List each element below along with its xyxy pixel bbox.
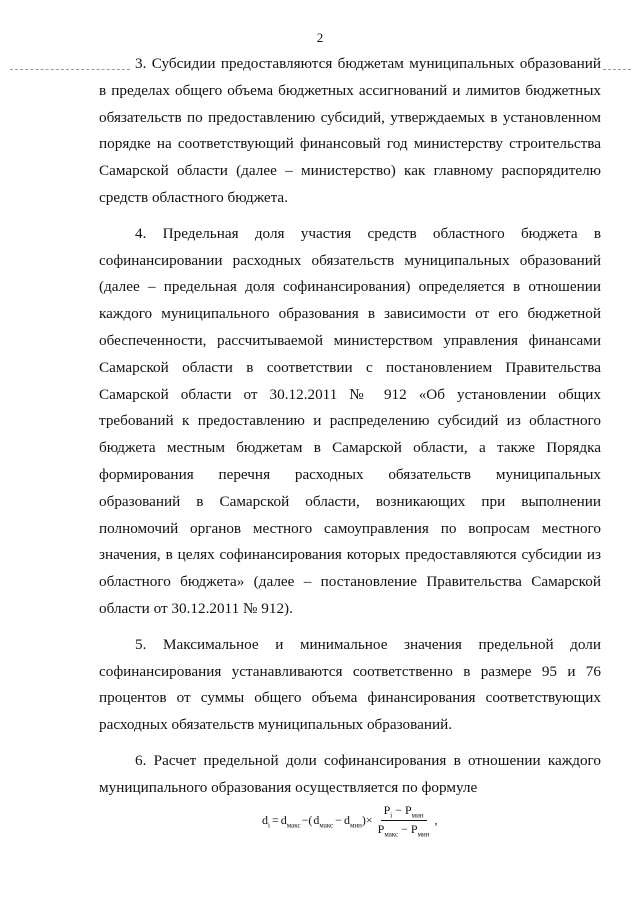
paragraph-6: 6. Расчет предельной доли софинансирования в отношении каждого муниципального образования осуществляется по формуле [99, 751, 601, 796]
formula-close-times: )× [361, 813, 373, 828]
paragraph-5: 5. Максимальное и минимальное значения предельной доли софинансирования устанавливаются соответственно в размере 95 и 76 процентов от суммы общего объема финансирования соответствующих расходных обязательств муниципальных образований. [99, 635, 601, 734]
formula-d-max: $d_{макс}$ [280, 812, 301, 830]
formula-d-i: $d_i$ [262, 812, 270, 830]
document-body [99, 51, 601, 811]
formula-fraction [375, 803, 433, 839]
formula-d-min: $d_{мин}$ [343, 812, 362, 830]
page-number: 2 [316, 30, 324, 45]
formula-share-calculation [262, 803, 438, 839]
paragraph-4: 4. Предельная доля участия средств областного бюджета в софинансировании расходных обязательств муниципальных образований (далее – предельная доля софинансирования) определяется в отношении каждого муниципального образования в зависимости от его бюджетной обеспеченности, рассчитываемой министерством управления финансами Самарской области в соответствии с постановлением Правительства Самарской области от 30.12.2011 № 912 «Об установлении общих требований к предоставлению и распределению субсидий из областного бюджета местным бюджетам в Самарской области, а также Порядка формирования перечня расходных обязательств муниципальных образований в Самарской области, возникающих при выполнении полномочий органов местного самоуправления по вопросам местного значения, в целях софинансирования которых предоставляются субсидии из областного бюджета» (далее – постановление Правительства Самарской области от 30.12.2011 № 912). [99, 224, 601, 617]
formula-eq: = [271, 813, 279, 828]
formula-denominator: $P_{макс} - P_{мин}$ [377, 822, 430, 839]
scan-dash-line-right [603, 69, 631, 70]
formula-d-max-2: $d_{макс}$ [313, 812, 334, 830]
paragraph-3: 3. Субсидии предоставляются бюджетам муниципальных образований в пределах общего объема бюджетных ассигнований и лимитов бюджетных обязательств по предоставлению субсидий, утверждаемых в установленном порядке на соответствующий финансовый год министерству строительства Самарской области (далее – министерство) как главному распорядителю средств областного бюджета. [99, 55, 601, 206]
formula-minus-open: −( [301, 813, 313, 828]
formula-trailing-comma: , [434, 813, 438, 828]
formula-minus: − [335, 813, 342, 828]
formula-numerator: $P_i - P_{мин}$ [381, 803, 427, 821]
